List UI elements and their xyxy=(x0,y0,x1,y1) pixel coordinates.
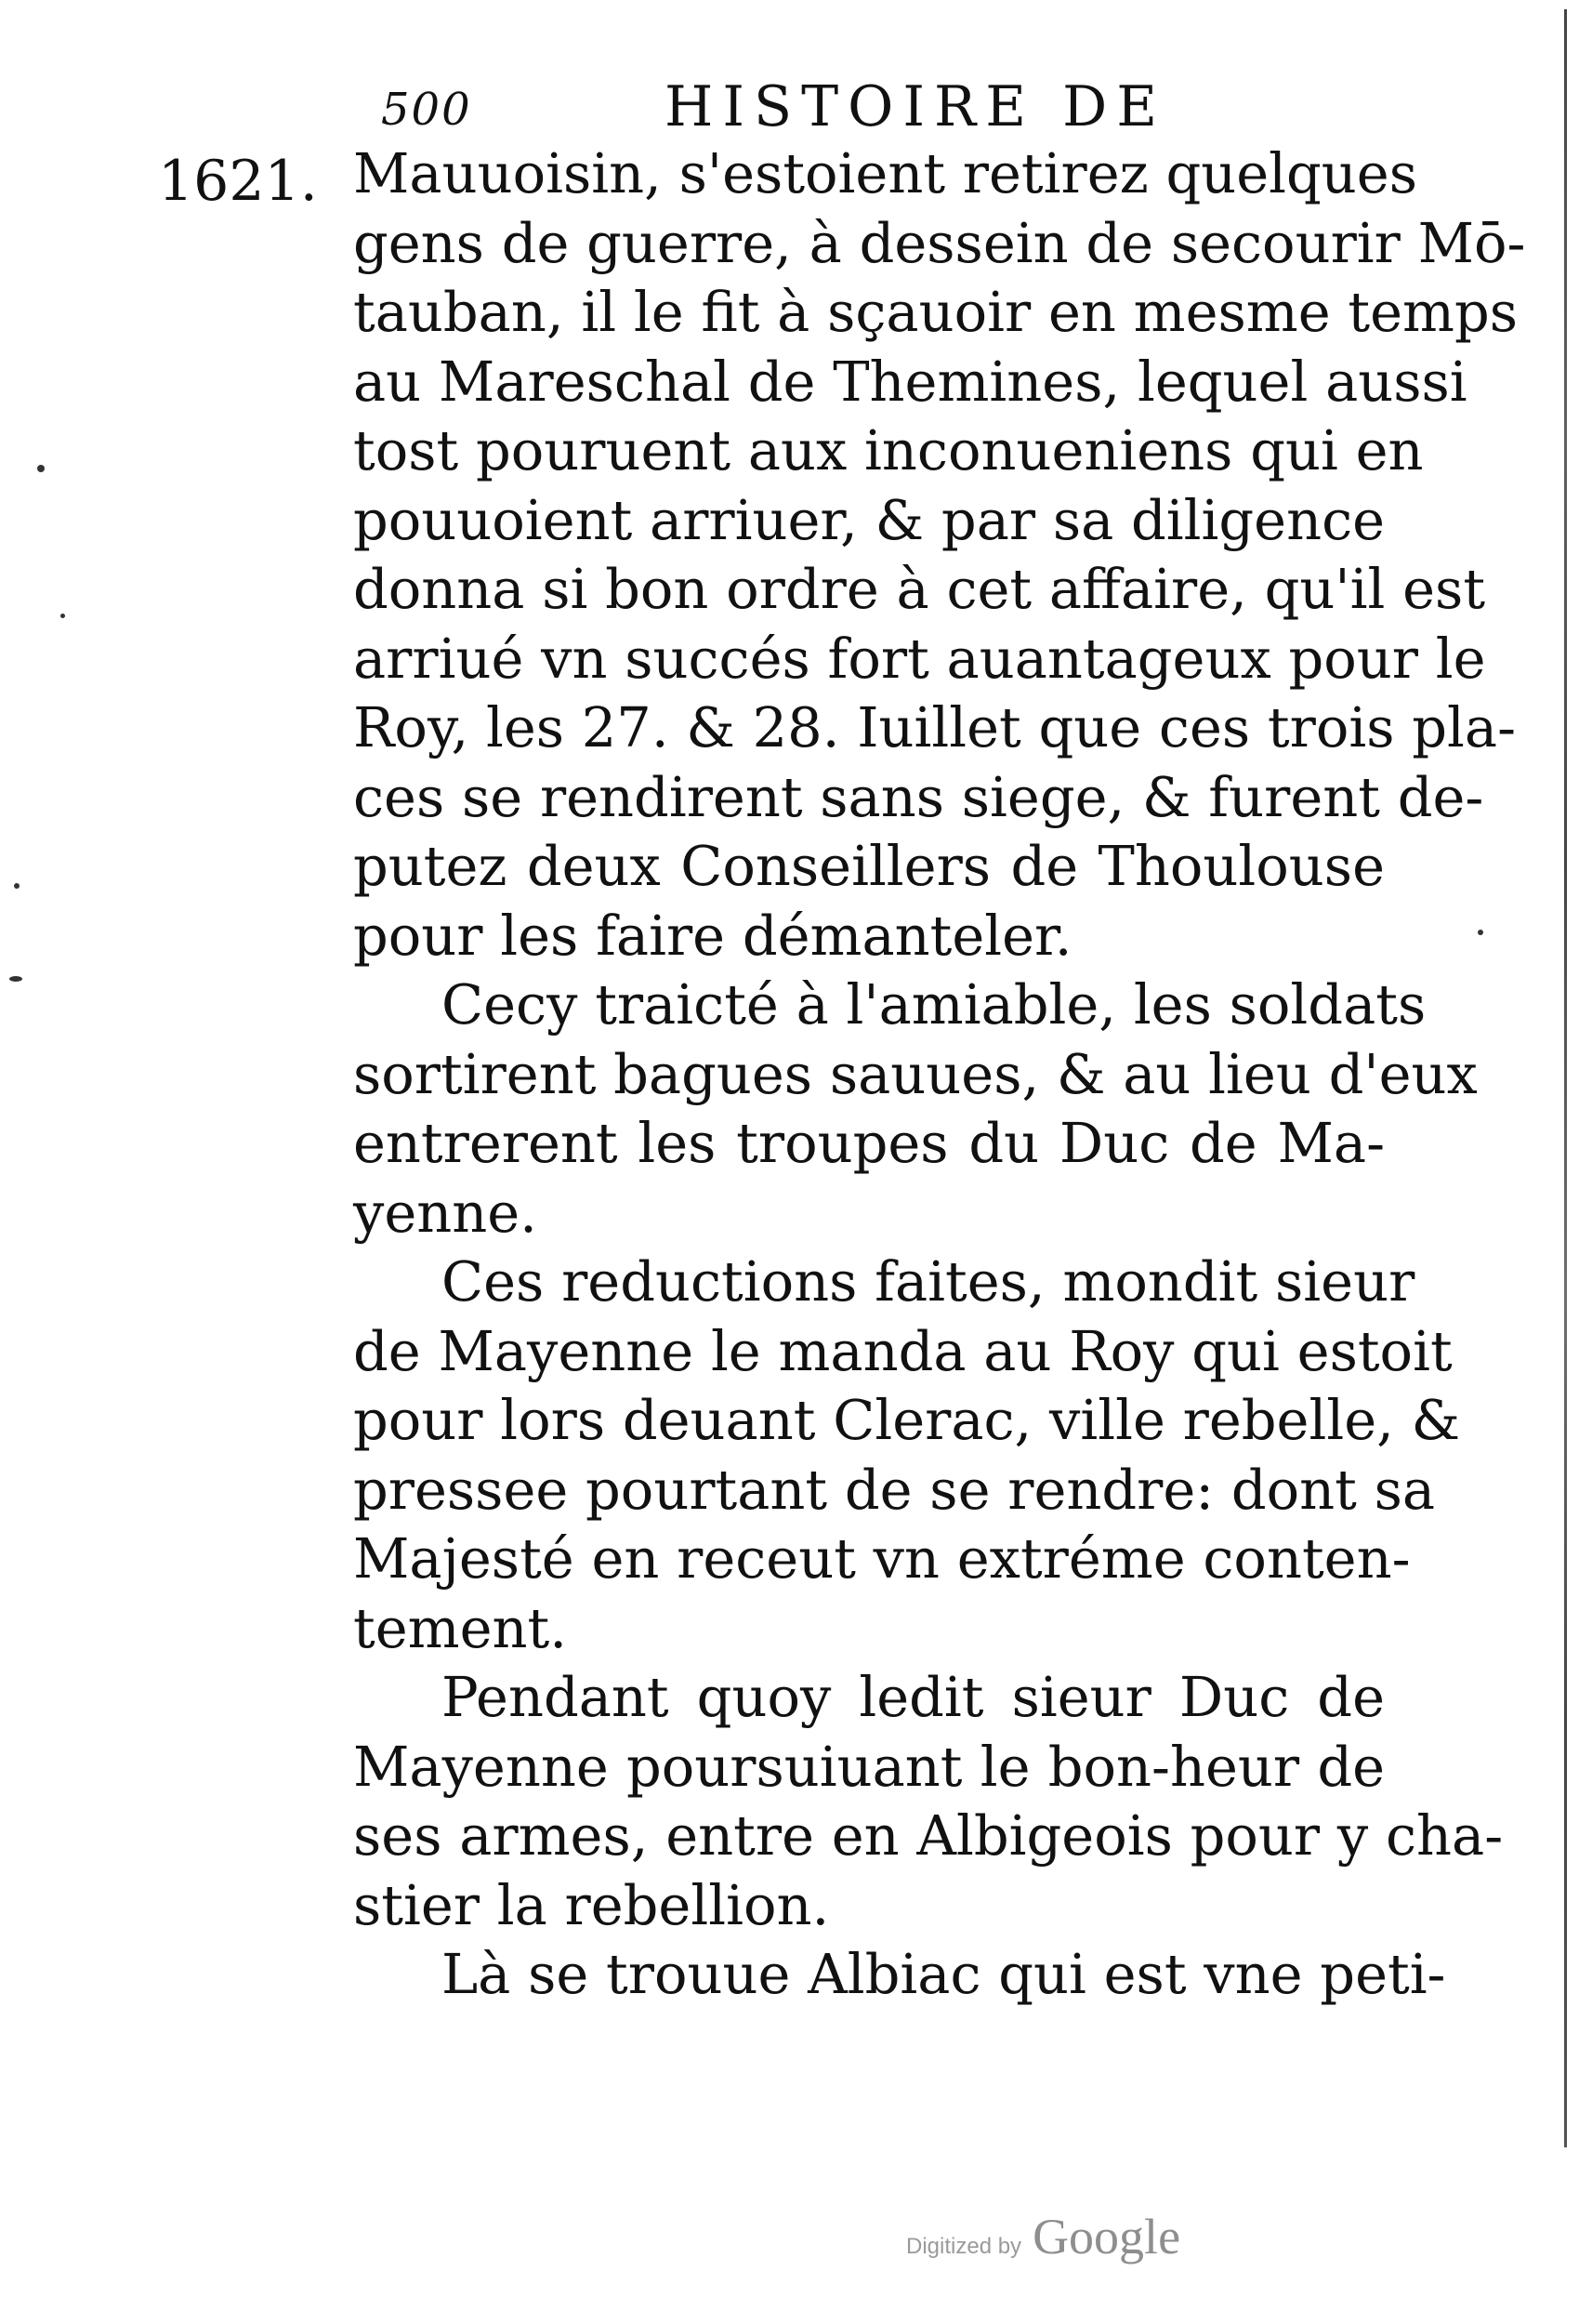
text-line: putez deux Conseillers de Thoulouse xyxy=(353,834,1385,898)
text-line: pouuoient arriuer, & par sa diligence xyxy=(353,487,1386,552)
text-line: Mayenne poursuiuant le bon-heur de xyxy=(353,1734,1385,1799)
text-line: tement. xyxy=(353,1595,567,1660)
text-line: ces se rendirent sans siege, & furent de- xyxy=(353,764,1484,829)
digitized-by-google xyxy=(906,2208,1180,2264)
text-line: pour les faire démanteler. xyxy=(353,903,1072,968)
text-line: arriué vn succés fort auantageux pour le xyxy=(353,626,1486,691)
text-line: pressee pourtant de se rendre: dont sa xyxy=(353,1457,1436,1522)
text-line: Pendant quoy ledit sieur Duc de xyxy=(441,1665,1385,1729)
scan-speck xyxy=(37,465,45,472)
text-line: au Mareschal de Themines, lequel aussi xyxy=(353,349,1467,414)
scan-speck xyxy=(60,614,65,618)
google-logo: Google xyxy=(1033,2209,1181,2265)
text-line: tost pouruent aux inconueniens qui en xyxy=(353,418,1424,482)
scan-speck xyxy=(1478,930,1483,935)
body-text xyxy=(353,139,1526,2010)
text-line: Mauuoisin, s'estoient retirez quelques xyxy=(353,141,1417,205)
text-line: pour lors deuant Clerac, ville rebelle, & xyxy=(353,1388,1461,1452)
text-line: Ces reductions faites, mondit sieur xyxy=(441,1249,1415,1314)
text-line: Là se trouue Albiac qui est vne peti- xyxy=(441,1942,1446,2006)
margin-year: 1621. xyxy=(158,149,318,214)
page-number: 500 xyxy=(381,84,472,136)
text-line: donna si bon ordre à cet affaire, qu'il est xyxy=(353,557,1486,621)
page-edge-line xyxy=(1564,9,1567,2147)
text-line: sortirent bagues sauues, & au lieu d'eux xyxy=(353,1041,1478,1106)
digitized-by-label: Digitized by xyxy=(906,2234,1022,2259)
text-line: gens de guerre, à dessein de secourir Mō- xyxy=(353,210,1526,275)
text-line: stier la rebellion. xyxy=(353,1872,830,1937)
scan-speck xyxy=(9,976,22,982)
text-line: yenne. xyxy=(353,1180,537,1245)
text-line: ses armes, entre en Albigeois pour y cha- xyxy=(353,1803,1504,1868)
text-line: Roy, les 27. & 28. Iuillet que ces trois pla- xyxy=(353,695,1517,759)
running-head: HISTOIRE DE xyxy=(664,74,1166,139)
text-line: tauban, il le fit à sçauoir en mesme temps xyxy=(353,280,1519,344)
text-line: de Mayenne le manda au Roy qui estoit xyxy=(353,1318,1453,1383)
text-line: entrerent les troupes du Duc de Ma- xyxy=(353,1111,1385,1175)
text-line: Cecy traicté à l'amiable, les soldats xyxy=(441,972,1427,1037)
scan-speck xyxy=(14,883,20,889)
text-line: Majesté en receut vn extréme conten- xyxy=(353,1526,1411,1591)
